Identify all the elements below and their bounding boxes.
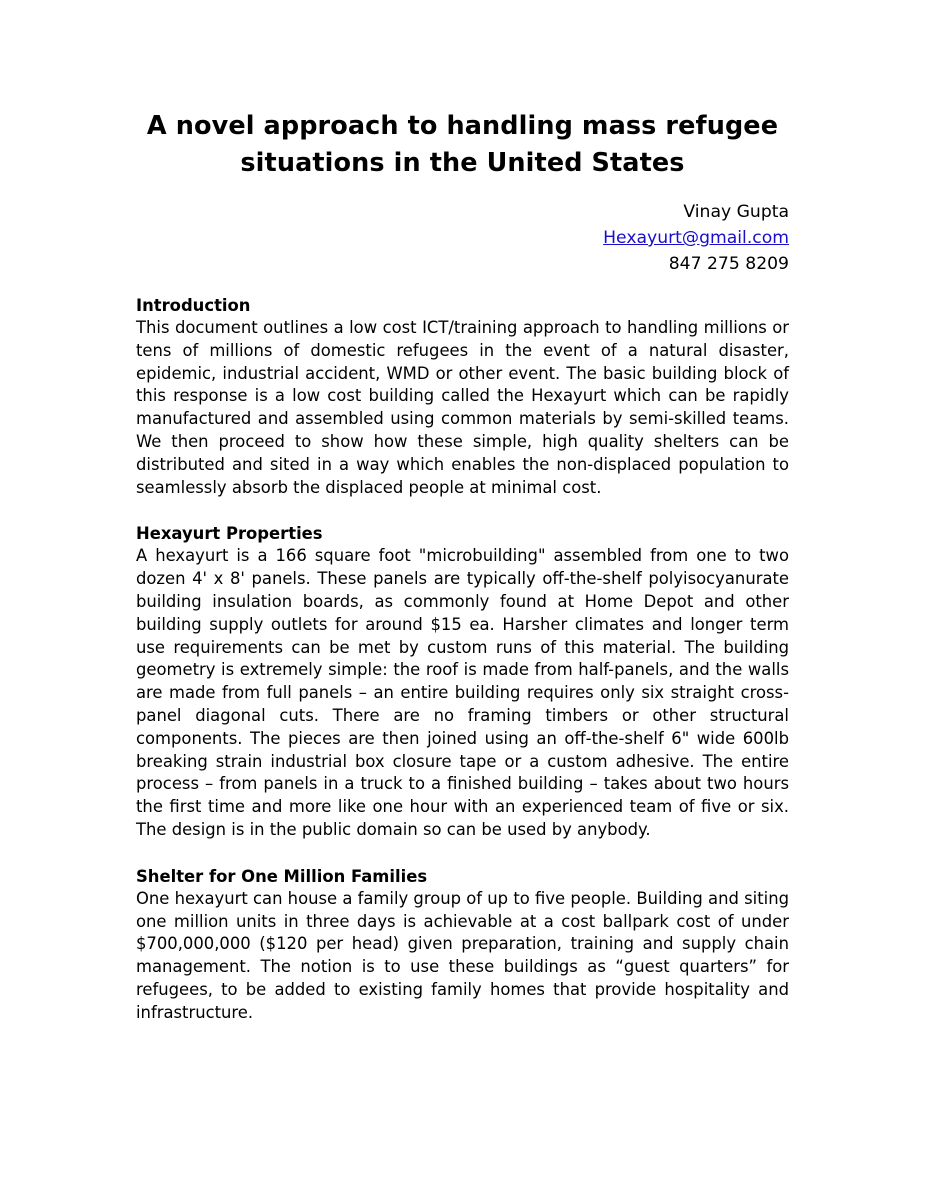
document-title: A novel approach to handling mass refugee situations in the United States (146, 111, 779, 178)
section-heading: Introduction (136, 296, 251, 315)
author-block (136, 199, 789, 277)
section-hexayurt-properties (136, 522, 789, 841)
author-phone: 847 275 8209 (668, 254, 789, 274)
section-body: One hexayurt can house a family group of up to five people. Building and siting one million units in three days is achievable at a cost ballpark cost of under $700,000,000 ($120 per head) given preparation, training and supply chain management. The notion is to use these buildings as “guest quarters” for refugees, to be added to existing family homes that provide hospitality and infrastructure. (136, 888, 789, 1022)
section-body: A hexayurt is a 166 square foot "microbuilding" assembled from one to two dozen 4' x 8' panels. These panels are typically off-the-shelf polyisocyanurate building insulation boards, as commonly found at Home Depot and other building supply outlets for around $15 ea. Harsher climates and longer term use requirements can be met by custom runs of this material. The building geometry is extremely simple: the roof is made from half-panels, and the walls are made from full panels – an entire building requires only six straight cross-panel diagonal cuts. There are no framing timbers or other structural components. The pieces are then joined using an off-the-shelf 6" wide 600lb breaking strain industrial box closure tape or a custom adhesive. The entire process – from panels in a truck to a finished building – takes about two hours the first time and more like one hour with an experienced team of five or six. The design is in the public domain so can be used by anybody. (136, 546, 789, 839)
section-introduction (136, 294, 789, 499)
author-name: Vinay Gupta (683, 202, 789, 222)
document-page (136, 108, 789, 1025)
section-shelter-one-million-families (136, 865, 789, 1025)
section-heading: Hexayurt Properties (136, 524, 323, 544)
author-email-link[interactable]: Hexayurt@gmail.com (603, 228, 789, 248)
section-body: This document outlines a low cost ICT/training approach to handling millions or tens of millions of domestic refugees in the event of a natural disaster, epidemic, industrial accident, WMD or other event. The basic building block of this response is a low cost building called the Hexayurt which can be rapidly manufactured and assembled using common materials by semi-skilled teams. We then proceed to show how these simple, high quality shelters can be distributed and sited in a way which enables the non-displaced population to seamlessly absorb the displaced people at minimal cost. (136, 318, 789, 497)
section-heading: Shelter for One Million Families (136, 866, 428, 886)
